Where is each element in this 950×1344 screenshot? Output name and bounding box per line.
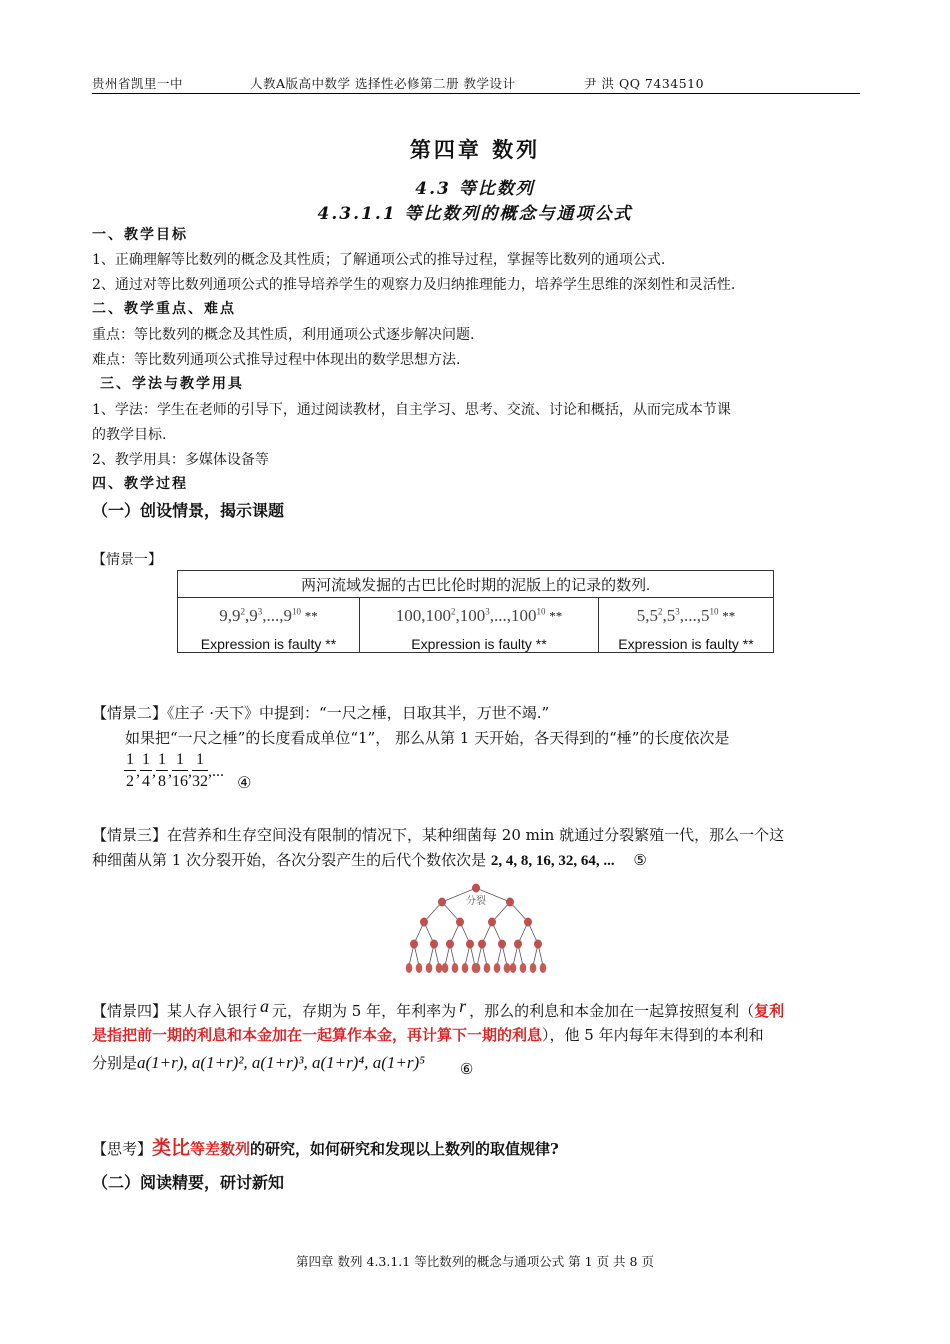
process-heading: 四、教学过程: [92, 476, 188, 492]
scenario2-label: 【情景二】: [92, 704, 168, 722]
bacteria-division-diagram: [398, 882, 554, 976]
scenario4-line3: 分别是a(1+r), a(1+r)², a(1+r)³, a(1+r)⁴, a(1+r)⁵ ⑥: [92, 1053, 474, 1078]
methods-heading: 三、学法与教学用具: [100, 376, 244, 392]
scenario4-line1: 【情景四】某人存入银行 a 元，存期为 5 年，年利率为 r ，那么的利息和本金加在一起算按照复利（复利: [92, 996, 785, 1020]
header-school: 贵州省凯里一中: [92, 76, 184, 91]
subsection-title: 4.3.1.1 等比数列的概念与通项公式: [317, 204, 633, 224]
clay-cell-2: 100,100$^2$,100$^3$,...,100$^{10}$ ** Expression is faulty **: [360, 598, 599, 653]
fraction-quarter: $\frac{1}{4}$: [142, 751, 150, 790]
marker-5: ⑤: [633, 851, 647, 869]
header-book: 人教A版高中数学 选择性必修第二册 教学设计: [250, 76, 516, 91]
bacteria-sequence: 2, 4, 8, 16, 32, 64, ...: [490, 853, 615, 869]
fraction-thirtysecond: $\frac{1}{32}$: [192, 751, 208, 790]
study-method-line1: 1、学法：学生在老师的引导下，通过阅读教材，自主学习、思考、交流、讨论和概括，从而完成本节课: [92, 402, 731, 418]
goal-item-1: 1、正确理解等比数列的概念及其性质；了解通项公式的推导过程，掌握等比数列的通项公式.: [92, 252, 666, 268]
scenario3-label: 【情景三】: [92, 826, 168, 844]
think-label: 【思考】: [92, 1140, 153, 1158]
clay-cell-1: $9,9^2,9^3,...,9^{10}$ ** Expression is faulty **: [178, 598, 360, 653]
compound-interest-sequence: a(1+r), a(1+r)², a(1+r)³, a(1+r)⁴, a(1+r)⁵: [137, 1053, 426, 1072]
page-footer: 第四章 数列 4.3.1.1 等比数列的概念与通项公式 第 1 页 共 8 页: [296, 1254, 654, 1269]
var-a: a: [260, 996, 270, 1016]
clay-cell-3: $5,5^2,5^3,...,5^{10}$ ** Expression is faulty **: [599, 598, 774, 653]
header-author: 尹 洪 QQ 7434510: [584, 76, 705, 91]
var-r: r: [459, 996, 467, 1016]
think-prompt: 【思考】类比等差数列的研究，如何研究和发现以上数列的取值规律?: [92, 1137, 559, 1159]
keypoints-heading: 二、教学重点、难点: [92, 301, 236, 317]
clay-tablet-table: [177, 570, 774, 653]
marker-6: ⑥: [459, 1060, 474, 1078]
key-point: 重点：等比数列的概念及其性质，利用通项公式逐步解决问题.: [92, 327, 475, 343]
think-arithmetic: 等差数列: [190, 1140, 251, 1158]
teaching-tools: 2、教学用具：多媒体设备等: [92, 452, 269, 468]
header-rule: [92, 93, 860, 94]
think-analogy: 类比: [152, 1137, 191, 1159]
clay-table-title: 两河流域发掘的古巴比伦时期的泥版上的记录的数列.: [178, 571, 774, 598]
compound-interest-term: 复利: [754, 1002, 785, 1020]
compound-interest-definition: 是指把前一期的利息和本金加在一起算作本金，再计算下一期的利息: [92, 1026, 543, 1044]
scenario2-line2: 如果把“一尺之棰”的长度看成单位“1”， 那么从第 1 天开始，各天得到的“棰”的长度依次是: [125, 729, 730, 747]
fraction-sixteenth: $\frac{1}{16}$: [172, 751, 188, 790]
scenario1-label: 【情景一】: [92, 552, 162, 568]
study-method-line2: 的教学目标.: [92, 427, 167, 443]
marker-4: ④: [237, 773, 252, 792]
scenario3-line1: 【情景三】在营养和生存空间没有限制的情况下，某种细菌每 20 min 就通过分裂繁殖一代，那么一个这: [92, 826, 785, 844]
scenario4-label: 【情景四】: [92, 1002, 168, 1020]
part2-heading: （二）阅读精要，研讨新知: [92, 1173, 285, 1192]
scenario4-line2: 是指把前一期的利息和本金加在一起算作本金，再计算下一期的利息），他 5 年内每年末得到的本利和: [92, 1026, 764, 1044]
goal-item-2: 2、通过对等比数列通项公式的推导培养学生的观察力及归纳推理能力，培养学生思维的深刻性和灵活性.: [92, 277, 736, 293]
scenario3-line2: 种细菌从第 1 次分裂开始，各次分裂产生的后代个数依次是 2, 4, 8, 16, 32, 64, ... ⑤: [92, 851, 647, 869]
part1-heading: （一）创设情景，揭示课题: [92, 501, 285, 520]
division-label: 分裂: [466, 896, 486, 907]
scenario2-quote: 《庄子 ·天下》中提到：“一尺之棰，日取其半，万世不竭.”: [167, 704, 550, 722]
scenario2-line1: [92, 701, 862, 726]
chapter-title: 第四章 数列: [409, 137, 541, 162]
fraction-half: $\frac{1}{2}$: [126, 751, 134, 790]
fraction-eighth: $\frac{1}{8}$: [158, 751, 166, 790]
goals-heading: 一、教学目标: [92, 227, 188, 243]
difficult-point: 难点：等比数列通项公式推导过程中体现出的数学思想方法.: [92, 352, 461, 368]
half-fractions: $\frac{1}{2}$ , $\frac{1}{4}$ , $\frac{1}{8}$ , $\frac{1}{16}$ , $\frac{1}{32}$ ,... ④: [126, 751, 252, 792]
section-title: 4.3 等比数列: [415, 179, 535, 199]
